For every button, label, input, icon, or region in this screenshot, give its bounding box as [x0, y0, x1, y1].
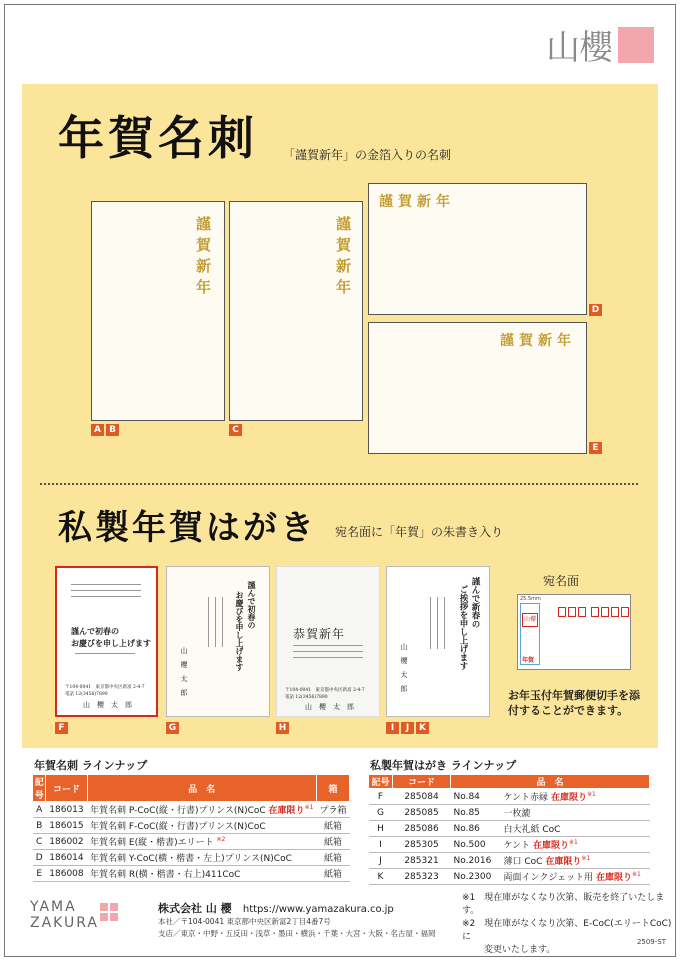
brand-logo-top	[546, 20, 654, 69]
card-e	[368, 322, 587, 454]
postcard-h	[276, 566, 380, 717]
section2-title: 私製年賀はがき	[58, 508, 317, 548]
table2-cell-code: 285321	[393, 853, 451, 869]
postcard-g-name: 山 櫻 太 郎	[180, 647, 188, 696]
table1-cell-mark: A	[33, 802, 46, 818]
postcard-h-name: 山 櫻 太 郎	[305, 703, 354, 711]
section1-subtitle: 「謹賀新年」の金箔入りの名刺	[283, 148, 452, 162]
table1-header-code: コード	[46, 775, 87, 802]
table1-cell-name: 年賀名刺 F-CoC(縦・行書)プリンス(N)CoC	[87, 818, 316, 834]
address-side-title: 宛名面	[543, 574, 580, 588]
table2-cell-mark: I	[369, 837, 393, 853]
address-side-stamp: 山櫻	[522, 613, 538, 627]
postcard-f-address: 〒104-0041 東京都中央区新富 2-4-7	[65, 685, 145, 690]
tag-g: G	[166, 722, 179, 734]
table2-cell-name: 一枚漉	[501, 805, 650, 821]
address-side-note: お年玉付年賀郵便切手を添付することができます。	[508, 689, 640, 717]
table1-cell-mark: C	[33, 834, 46, 850]
postcard-f	[55, 566, 158, 717]
table2-cell-code: 285086	[393, 821, 451, 837]
company-branches: 支店／東京・中野・五反田・浅草・墨田・横浜・千葉・大宮・大阪・名古屋・福岡	[158, 929, 436, 938]
table2-header-name: 品 名	[451, 775, 650, 789]
table1-cell-box: 紙箱	[316, 866, 349, 882]
postcard-ijk-name: 山 櫻 太 郎	[400, 643, 408, 692]
address-side-card	[517, 594, 631, 670]
postcard-h-title: 恭賀新年	[293, 627, 346, 641]
table1-cell-box: プラ箱	[316, 802, 349, 818]
table2-cell-mark: K	[369, 869, 393, 885]
table2-cell-mark: F	[369, 789, 393, 805]
document-code: 2509-ST	[636, 938, 666, 946]
table1-row	[33, 850, 350, 866]
table2-cell-code: 285084	[393, 789, 451, 805]
address-side-dimension: 25.5mm	[520, 596, 541, 602]
table1-cell-code: 186015	[46, 818, 87, 834]
table2-cell-code: 285085	[393, 805, 451, 821]
postcard-f-name: 山 櫻 太 郎	[83, 701, 132, 709]
table2-row	[369, 805, 650, 821]
tag-k: K	[416, 722, 429, 734]
tag-a: A	[91, 424, 104, 436]
table1-header-name: 品 名	[87, 775, 316, 802]
table1-cell-name: 年賀名刺 E(縦・楷書)エリート $^{※2}$	[87, 834, 316, 850]
card-d-text: 謹賀新年	[379, 194, 455, 210]
footnote-1: ※1 現在庫がなくなり次第、販売を終了いたします。	[462, 893, 665, 916]
table2-cell-num: No.2016	[451, 853, 501, 869]
tag-j: J	[401, 722, 414, 734]
company-url[interactable]: https://www.yamazakura.co.jp	[242, 904, 394, 915]
tag-d: D	[589, 304, 602, 316]
tag-b: B	[106, 424, 119, 436]
postcard-ijk-greeting1: 謹んで新春の	[470, 577, 480, 628]
table2-cell-name: 白大礼紙 CoC	[501, 821, 650, 837]
table1-cell-box: 紙箱	[316, 834, 349, 850]
company-address: 本社／〒104-0041 東京都中央区新富2丁目4番7号	[158, 917, 331, 926]
table1-cell-code: 186013	[46, 802, 87, 818]
table1-title: 年賀名刺 ラインナップ	[34, 759, 148, 772]
card-e-text: 謹賀新年	[500, 333, 576, 349]
table2-cell-name: ケント 在庫限り$^{※1}$	[501, 837, 650, 853]
table2-row	[369, 837, 650, 853]
table1-cell-mark: D	[33, 850, 46, 866]
company-info	[158, 900, 394, 916]
postcard-f-tel: 電話 12(3456)7890	[65, 692, 108, 697]
postcard-g-greeting2: お慶びを申し上げます	[235, 591, 245, 671]
table2-cell-name: 薄口 CoC 在庫限り$^{※1}$	[501, 853, 650, 869]
table2-header-code: コード	[393, 775, 451, 789]
table2-cell-mark: H	[369, 821, 393, 837]
card-c-text: 謹賀新年	[334, 216, 352, 300]
table1-cell-name: 年賀名刺 Y-CoC(横・楷書・左上)プリンス(N)CoC	[87, 850, 316, 866]
postcard-h-tel: 電話 12(3456)7890	[285, 695, 328, 700]
table1-cell-mark: E	[33, 866, 46, 882]
tag-f: F	[55, 722, 68, 734]
postcard-ijk-greeting2: ご挨拶を申し上げます	[458, 585, 468, 670]
footnote-2b: 変更いたします。	[484, 945, 556, 955]
table2	[368, 774, 650, 885]
table1-cell-code: 186002	[46, 834, 87, 850]
table2-row	[369, 821, 650, 837]
table2-row	[369, 789, 650, 805]
tag-i: I	[386, 722, 399, 734]
table2-cell-name: 両面インクジェット用 在庫限り$^{※1}$	[501, 869, 650, 885]
table1-cell-box: 紙箱	[316, 850, 349, 866]
card-c	[229, 201, 363, 421]
postcard-g-greeting1: 謹んで初春の	[247, 581, 257, 629]
table2-row	[369, 869, 650, 885]
postcard-ijk	[386, 566, 490, 717]
table1-header-mark: 記号	[33, 775, 46, 802]
table2-cell-mark: J	[369, 853, 393, 869]
table1	[32, 774, 350, 882]
postal-code-boxes	[558, 607, 629, 617]
table1-row	[33, 834, 350, 850]
table1-cell-mark: B	[33, 818, 46, 834]
card-ab-text: 謹賀新年	[194, 216, 212, 300]
section1-title: 年賀名刺	[58, 111, 258, 165]
card-d	[368, 183, 587, 315]
postcard-f-greeting1: 謹んで初春の	[71, 626, 119, 636]
postcard-f-greeting2: お慶びを申し上げます	[71, 638, 151, 648]
nenga-label: 年賀	[522, 657, 535, 664]
brand-logo-bottom-square	[100, 903, 108, 911]
company-name: 株式会社 山 櫻	[158, 902, 232, 915]
table1-cell-name: 年賀名刺 P-CoC(縦・行書)プリンス(N)CoC 在庫限り$^{※1}$	[87, 802, 316, 818]
footnotes	[462, 892, 680, 957]
table1-cell-code: 186008	[46, 866, 87, 882]
postcard-h-address: 〒104-0041 東京都中央区新富 2-4-7	[285, 688, 365, 693]
table2-cell-num: No.85	[451, 805, 501, 821]
table2-cell-num: No.84	[451, 789, 501, 805]
table2-cell-name: ケント赤縁 在庫限り$^{※1}$	[501, 789, 650, 805]
section-divider	[40, 483, 638, 485]
table1-row	[33, 802, 350, 818]
table1-header-box: 箱	[316, 775, 349, 802]
table1-cell-box: 紙箱	[316, 818, 349, 834]
table1-cell-name: 年賀名刺 R(横・楷書・右上)411CoC	[87, 866, 316, 882]
tag-c: C	[229, 424, 242, 436]
table1-row	[33, 866, 350, 882]
table2-cell-num: No.2300	[451, 869, 501, 885]
tag-e: E	[589, 442, 602, 454]
table2-header-mark: 記号	[369, 775, 393, 789]
table2-cell-num: No.86	[451, 821, 501, 837]
table2-row	[369, 853, 650, 869]
brand-logo-kanji: 山櫻	[546, 28, 612, 68]
table2-cell-code: 285305	[393, 837, 451, 853]
table2-cell-code: 285323	[393, 869, 451, 885]
brand-logo-square	[618, 27, 654, 63]
card-ab	[91, 201, 225, 421]
table2-cell-num: No.500	[451, 837, 501, 853]
table2-cell-mark: G	[369, 805, 393, 821]
table1-row	[33, 818, 350, 834]
table2-title: 私製年賀はがき ラインナップ	[370, 759, 517, 772]
section2-subtitle: 宛名面に「年賀」の朱書き入り	[335, 525, 504, 539]
tag-h: H	[276, 722, 289, 734]
table1-cell-code: 186014	[46, 850, 87, 866]
footnote-2: ※2 現在庫がなくなり次第、E-CoC(エリートCoC)に	[462, 919, 672, 942]
brand-logo-bottom: YAMA ZAKURA	[30, 899, 99, 931]
postcard-g	[166, 566, 270, 717]
